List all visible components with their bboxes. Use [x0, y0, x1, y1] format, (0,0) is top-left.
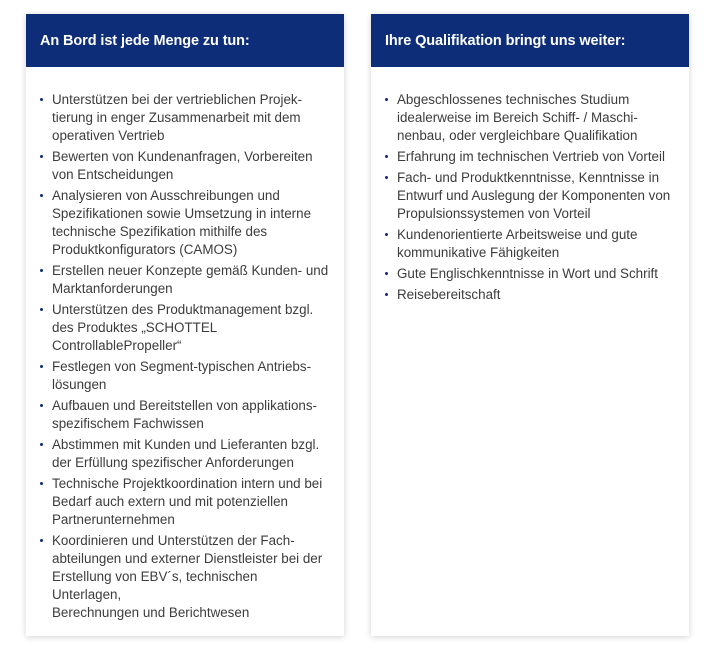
- task-list-item-text: Koordinieren und Unterstützen der Fach- abteilungen und externer Dienstleister bei der Erstellung von EBV´s, technischen Unterlagen, Berechnungen und Berichtwesen: [52, 533, 323, 620]
- bullet-icon: [385, 176, 388, 179]
- task-list-item-text: Analysieren von Ausschreibungen und Spezifikationen sowie Umsetzung in interne technische Spezifikation mithilfe des Produktkonfigurators (CAMOS): [52, 188, 312, 257]
- qualification-list-item-text: Abgeschlossenes technisches Studium idealerweise im Bereich Schiff- / Maschi- nenbau, oder vergleichbare Qualifikation: [397, 92, 638, 143]
- task-list-item-text: Bewerten von Kundenanfragen, Vorbereiten von Entscheidungen: [52, 149, 313, 182]
- bullet-icon: [40, 269, 43, 272]
- qualification-card-title: Ihre Qualifikation bringt uns weiter:: [385, 32, 626, 49]
- qualification-card-header: [371, 14, 689, 67]
- bullet-icon: [40, 194, 43, 197]
- bullet-icon: [385, 155, 388, 158]
- tasks-card: [26, 14, 344, 636]
- qualification-list-item-text: Erfahrung im technischen Vertrieb von Vorteil: [397, 149, 665, 164]
- bullet-icon: [40, 365, 43, 368]
- qualification-card: [371, 14, 689, 636]
- tasks-card-body: [26, 67, 344, 622]
- task-list-item: [40, 301, 330, 355]
- qualification-list-item-text: Kundenorientierte Arbeitsweise und gute kommunikative Fähigkeiten: [397, 227, 638, 260]
- qualification-list-item: [385, 286, 675, 304]
- task-list-item: [40, 358, 330, 394]
- bullet-icon: [40, 308, 43, 311]
- bullet-icon: [40, 539, 43, 542]
- task-list-item-text: Aufbauen und Bereitstellen von applikations- spezifischem Fachwissen: [52, 398, 318, 431]
- task-list-item: [40, 475, 330, 529]
- bullet-icon: [385, 272, 388, 275]
- qualification-list-item-text: Fach- und Produktkenntnisse, Kenntnisse in Entwurf und Auslegung der Komponenten von Propulsionssystemen von Vorteil: [397, 170, 671, 221]
- task-list-item-text: Unterstützen bei der vertrieblichen Projek- tierung in enger Zusammenarbeit mit dem operativen Vertrieb: [52, 92, 303, 143]
- tasks-list: [40, 91, 330, 622]
- task-list-item-text: Abstimmen mit Kunden und Lieferanten bzgl. der Erfüllung spezifischer Anforderungen: [52, 437, 320, 470]
- task-list-item-text: Festlegen von Segment-typischen Antriebs- lösungen: [52, 359, 312, 392]
- bullet-icon: [385, 233, 388, 236]
- qualification-card-body: [371, 67, 689, 304]
- task-list-item-text: Unterstützen des Produktmanagement bzgl. des Produktes „SCHOTTEL ControllablePropeller“: [52, 302, 314, 353]
- task-list-item-text: Erstellen neuer Konzepte gemäß Kunden- und Marktanforderungen: [52, 263, 329, 296]
- qualification-list-item-text: Reisebereitschaft: [397, 287, 501, 302]
- bullet-icon: [40, 404, 43, 407]
- bullet-icon: [385, 293, 388, 296]
- task-list-item: [40, 397, 330, 433]
- bullet-icon: [40, 482, 43, 485]
- qualification-list-item: [385, 148, 675, 166]
- task-list-item: [40, 148, 330, 184]
- qualification-list-item: [385, 91, 675, 145]
- bullet-icon: [40, 98, 43, 101]
- bullet-icon: [40, 443, 43, 446]
- tasks-card-header: [26, 14, 344, 67]
- qualification-list: [385, 91, 675, 304]
- qualification-list-item-text: Gute Englischkenntnisse in Wort und Schrift: [397, 266, 658, 281]
- task-list-item: [40, 187, 330, 259]
- task-list-item-text: Technische Projektkoordination intern und bei Bedarf auch extern und mit potenziellen Partnerunternehmen: [52, 476, 323, 527]
- task-list-item: [40, 532, 330, 622]
- qualification-list-item: [385, 169, 675, 223]
- tasks-card-title: An Bord ist jede Menge zu tun:: [40, 32, 250, 49]
- task-list-item: [40, 262, 330, 298]
- task-list-item: [40, 436, 330, 472]
- bullet-icon: [385, 98, 388, 101]
- task-list-item: [40, 91, 330, 145]
- qualification-list-item: [385, 226, 675, 262]
- qualification-list-item: [385, 265, 675, 283]
- bullet-icon: [40, 155, 43, 158]
